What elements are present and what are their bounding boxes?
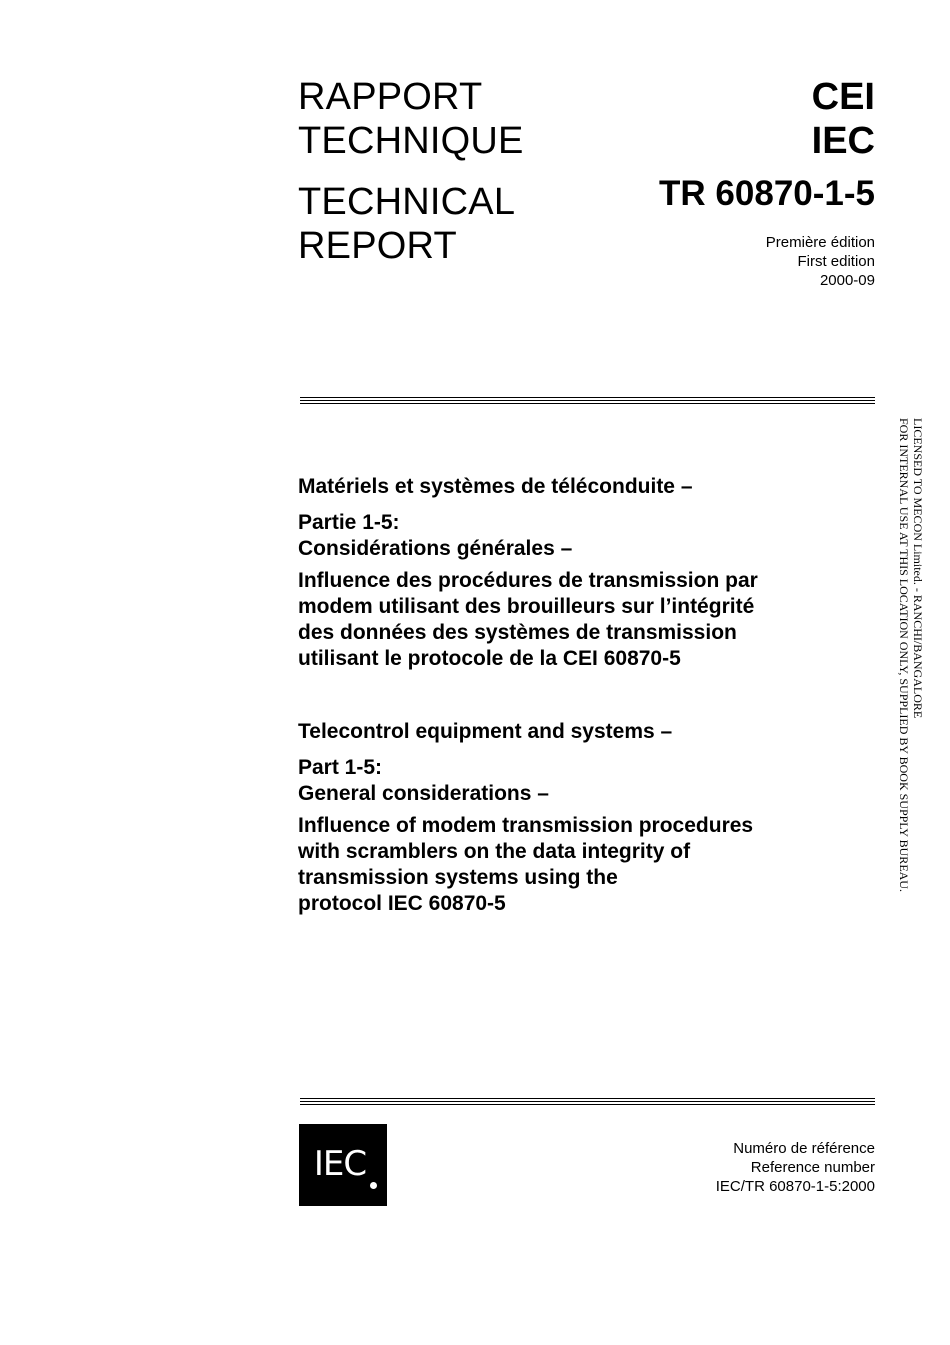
title-french-description [298,568,858,672]
reference-number-block [716,1139,875,1196]
edition-info [766,233,875,290]
title-english-main: Telecontrol equipment and systems – [298,720,673,743]
title-french-line-2: modem utilisant des brouilleurs sur l’intégrité [298,595,755,618]
edition-english: First edition [797,253,875,270]
iec-logo-dot-icon [370,1182,377,1189]
title-french [298,474,858,672]
title-french-line-4: utilisant le protocole de la CEI 60870-5 [298,647,681,670]
title-english-line-1: Influence of modem transmission procedures [298,814,754,837]
license-line-1: LICENSED TO MECON Limited. - RANCHI/BANGALORE [911,418,925,719]
organization-code-french: CEI [811,76,875,118]
top-double-rule [300,397,875,404]
report-type-french-line-1: RAPPORT [298,76,483,118]
title-english-line-4: protocol IEC 60870-5 [298,892,506,915]
title-english-line-3: transmission systems using the [298,866,618,889]
title-french-part [298,510,858,562]
edition-french: Première édition [765,234,875,251]
title-french-part-subtitle: Considérations générales – [298,537,573,560]
bottom-double-rule [300,1098,875,1105]
title-french-line-3: des données des systèmes de transmission [298,621,737,644]
report-type-english [298,180,515,268]
iec-logo [299,1124,387,1206]
reference-label-french: Numéro de référence [733,1140,875,1157]
title-english-part-subtitle: General considerations – [298,782,549,805]
organization-code-english: IEC [811,120,875,162]
title-french-part-number: Partie 1-5: [298,511,400,534]
report-type-english-line-1: TECHNICAL [298,181,516,223]
title-french-main: Matériels et systèmes de téléconduite – [298,475,693,498]
publication-date: 2000-09 [819,272,875,289]
license-watermark [897,418,925,938]
title-french-line-1: Influence des procédures de transmission par [298,569,758,592]
document-number: TR 60870-1-5 [659,174,875,213]
iec-logo-text: IEC [313,1144,367,1184]
report-type-english-line-2: REPORT [298,225,457,267]
reference-number-value: IEC/TR 60870-1-5:2000 [715,1178,875,1195]
title-english-part [298,755,858,807]
report-type-french [298,75,524,163]
title-english-description [298,813,858,917]
title-english-line-2: with scramblers on the data integrity of [298,840,691,863]
license-line-2: FOR INTERNAL USE AT THIS LOCATION ONLY, SUPPLIED BY BOOK SUPPLY BUREAU. [897,418,911,892]
report-type-french-line-2: TECHNIQUE [298,120,524,162]
title-english [298,719,858,917]
title-english-part-number: Part 1-5: [298,756,383,779]
reference-label-english: Reference number [750,1159,875,1176]
organization-codes [812,75,875,163]
